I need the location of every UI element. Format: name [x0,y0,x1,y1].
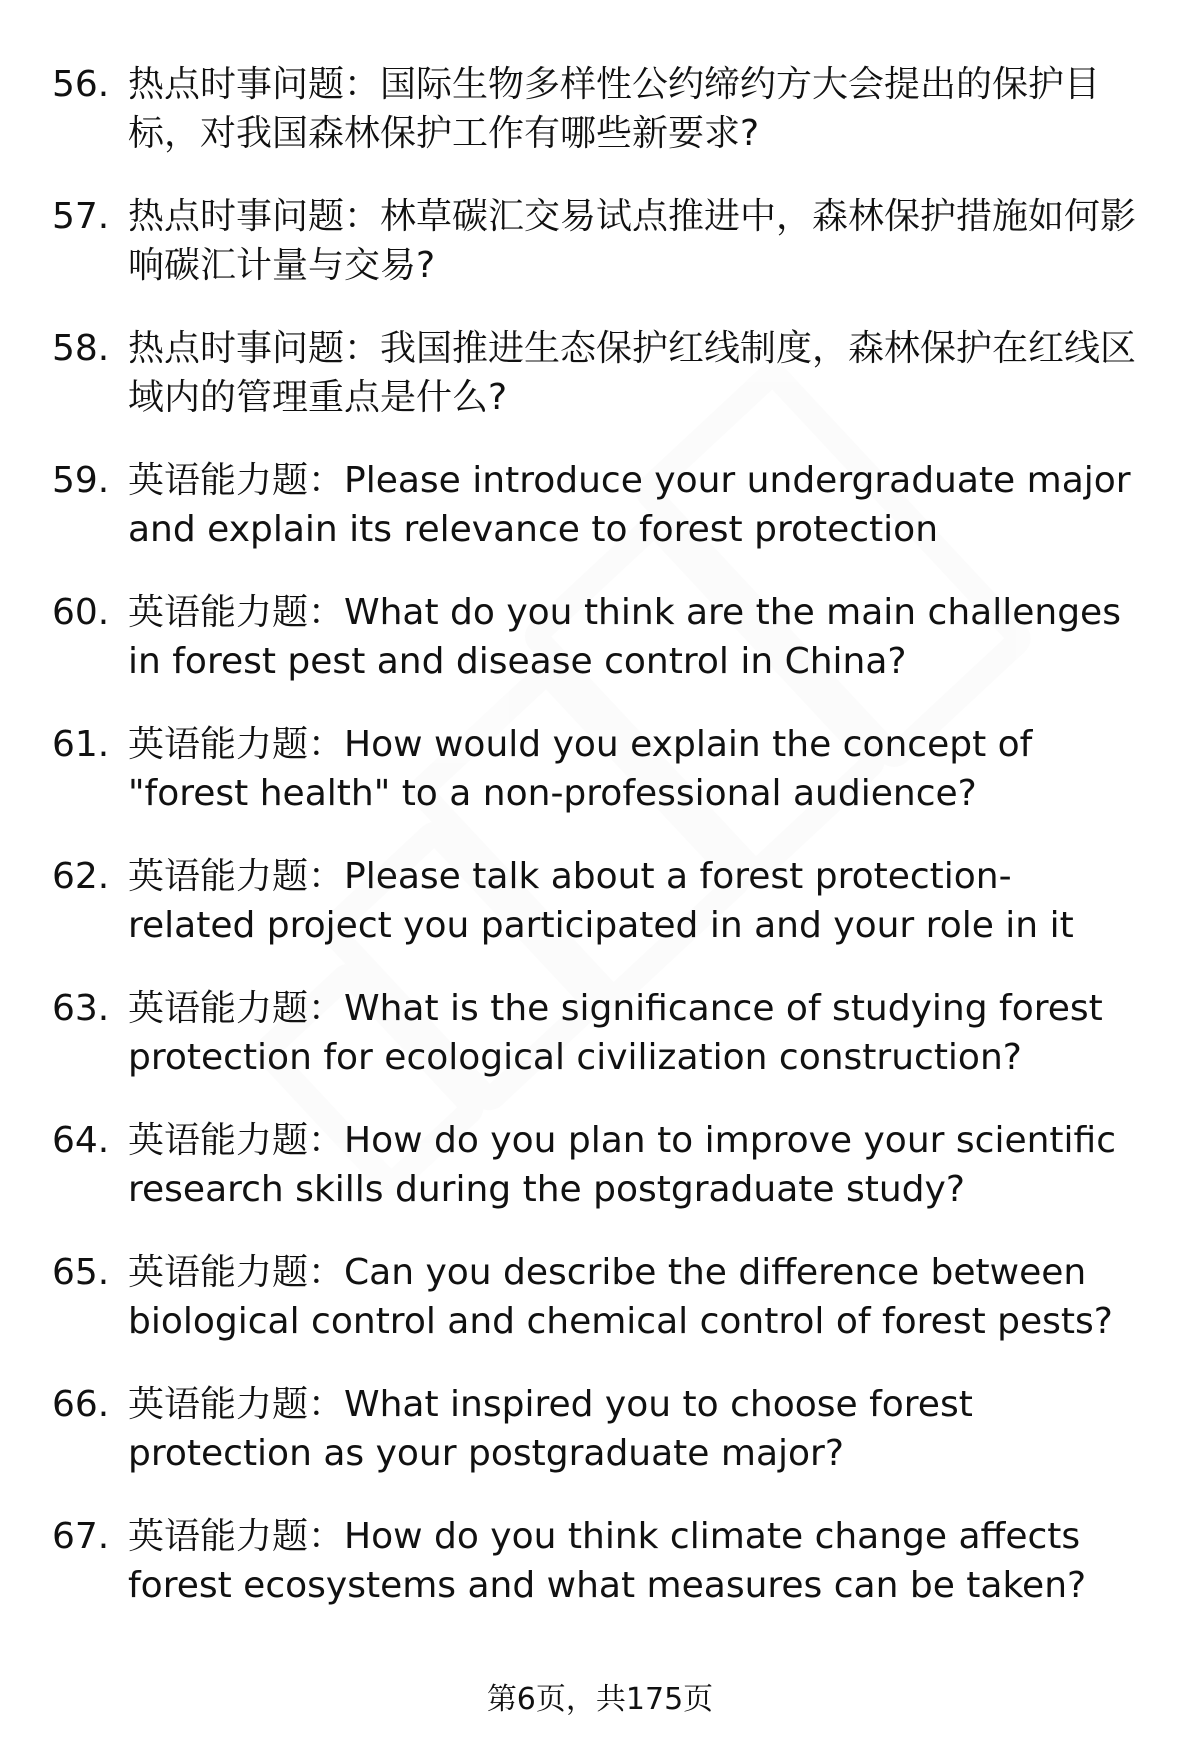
question-text: 英语能力题：How do you plan to improve your scientific research skills during the postgraduate study? [128,1120,1116,1210]
question-number: 57. [52,196,110,237]
question-item-59 [52,456,1152,554]
question-text: 英语能力题：What do you think are the main challenges in forest pest and disease control in China? [128,592,1121,682]
question-item-63 [52,984,1152,1082]
question-list [52,60,1152,1644]
question-number: 59. [52,460,110,501]
question-number: 65. [52,1252,110,1293]
question-number: 60. [52,592,110,633]
question-text: 英语能力题：How do you think climate change affects forest ecosystems and what measures can be taken? [128,1516,1087,1606]
question-number: 58. [52,328,110,369]
question-item-62 [52,852,1152,950]
question-text: 英语能力题：Can you describe the difference between biological control and chemical control of forest pests? [128,1252,1113,1342]
question-item-60 [52,588,1152,686]
question-number: 67. [52,1516,110,1557]
question-text: 英语能力题：Please introduce your undergraduate major and explain its relevance to forest protection [128,460,1131,550]
question-item-56 [52,60,1152,158]
question-text: 热点时事问题：林草碳汇交易试点推进中，森林保护措施如何影响碳汇计量与交易? [128,196,1137,286]
question-item-65 [52,1248,1152,1346]
question-number: 61. [52,724,110,765]
question-text: 热点时事问题：国际生物多样性公约缔约方大会提出的保护目标，对我国森林保护工作有哪些新要求? [128,64,1101,154]
question-item-64 [52,1116,1152,1214]
question-item-66 [52,1380,1152,1478]
question-text: 热点时事问题：我国推进生态保护红线制度，森林保护在红线区域内的管理重点是什么? [128,328,1137,418]
question-text: 英语能力题：How would you explain the concept of "forest health" to a non-professional audience? [128,724,1033,814]
question-number: 66. [52,1384,110,1425]
question-number: 64. [52,1120,110,1161]
question-item-57 [52,192,1152,290]
question-number: 63. [52,988,110,1029]
question-text: 英语能力题：What inspired you to choose forest protection as your postgraduate major? [128,1384,973,1474]
question-number: 62. [52,856,110,897]
question-text: 英语能力题：Please talk about a forest protection-related project you participated in and your role in it [128,856,1074,946]
question-item-67 [52,1512,1152,1610]
question-item-61 [52,720,1152,818]
question-item-58 [52,324,1152,422]
question-number: 56. [52,64,110,105]
question-text: 英语能力题：What is the significance of studying forest protection for ecological civilization construction? [128,988,1103,1078]
page-footer: 第6页，共175页 [486,1682,714,1717]
